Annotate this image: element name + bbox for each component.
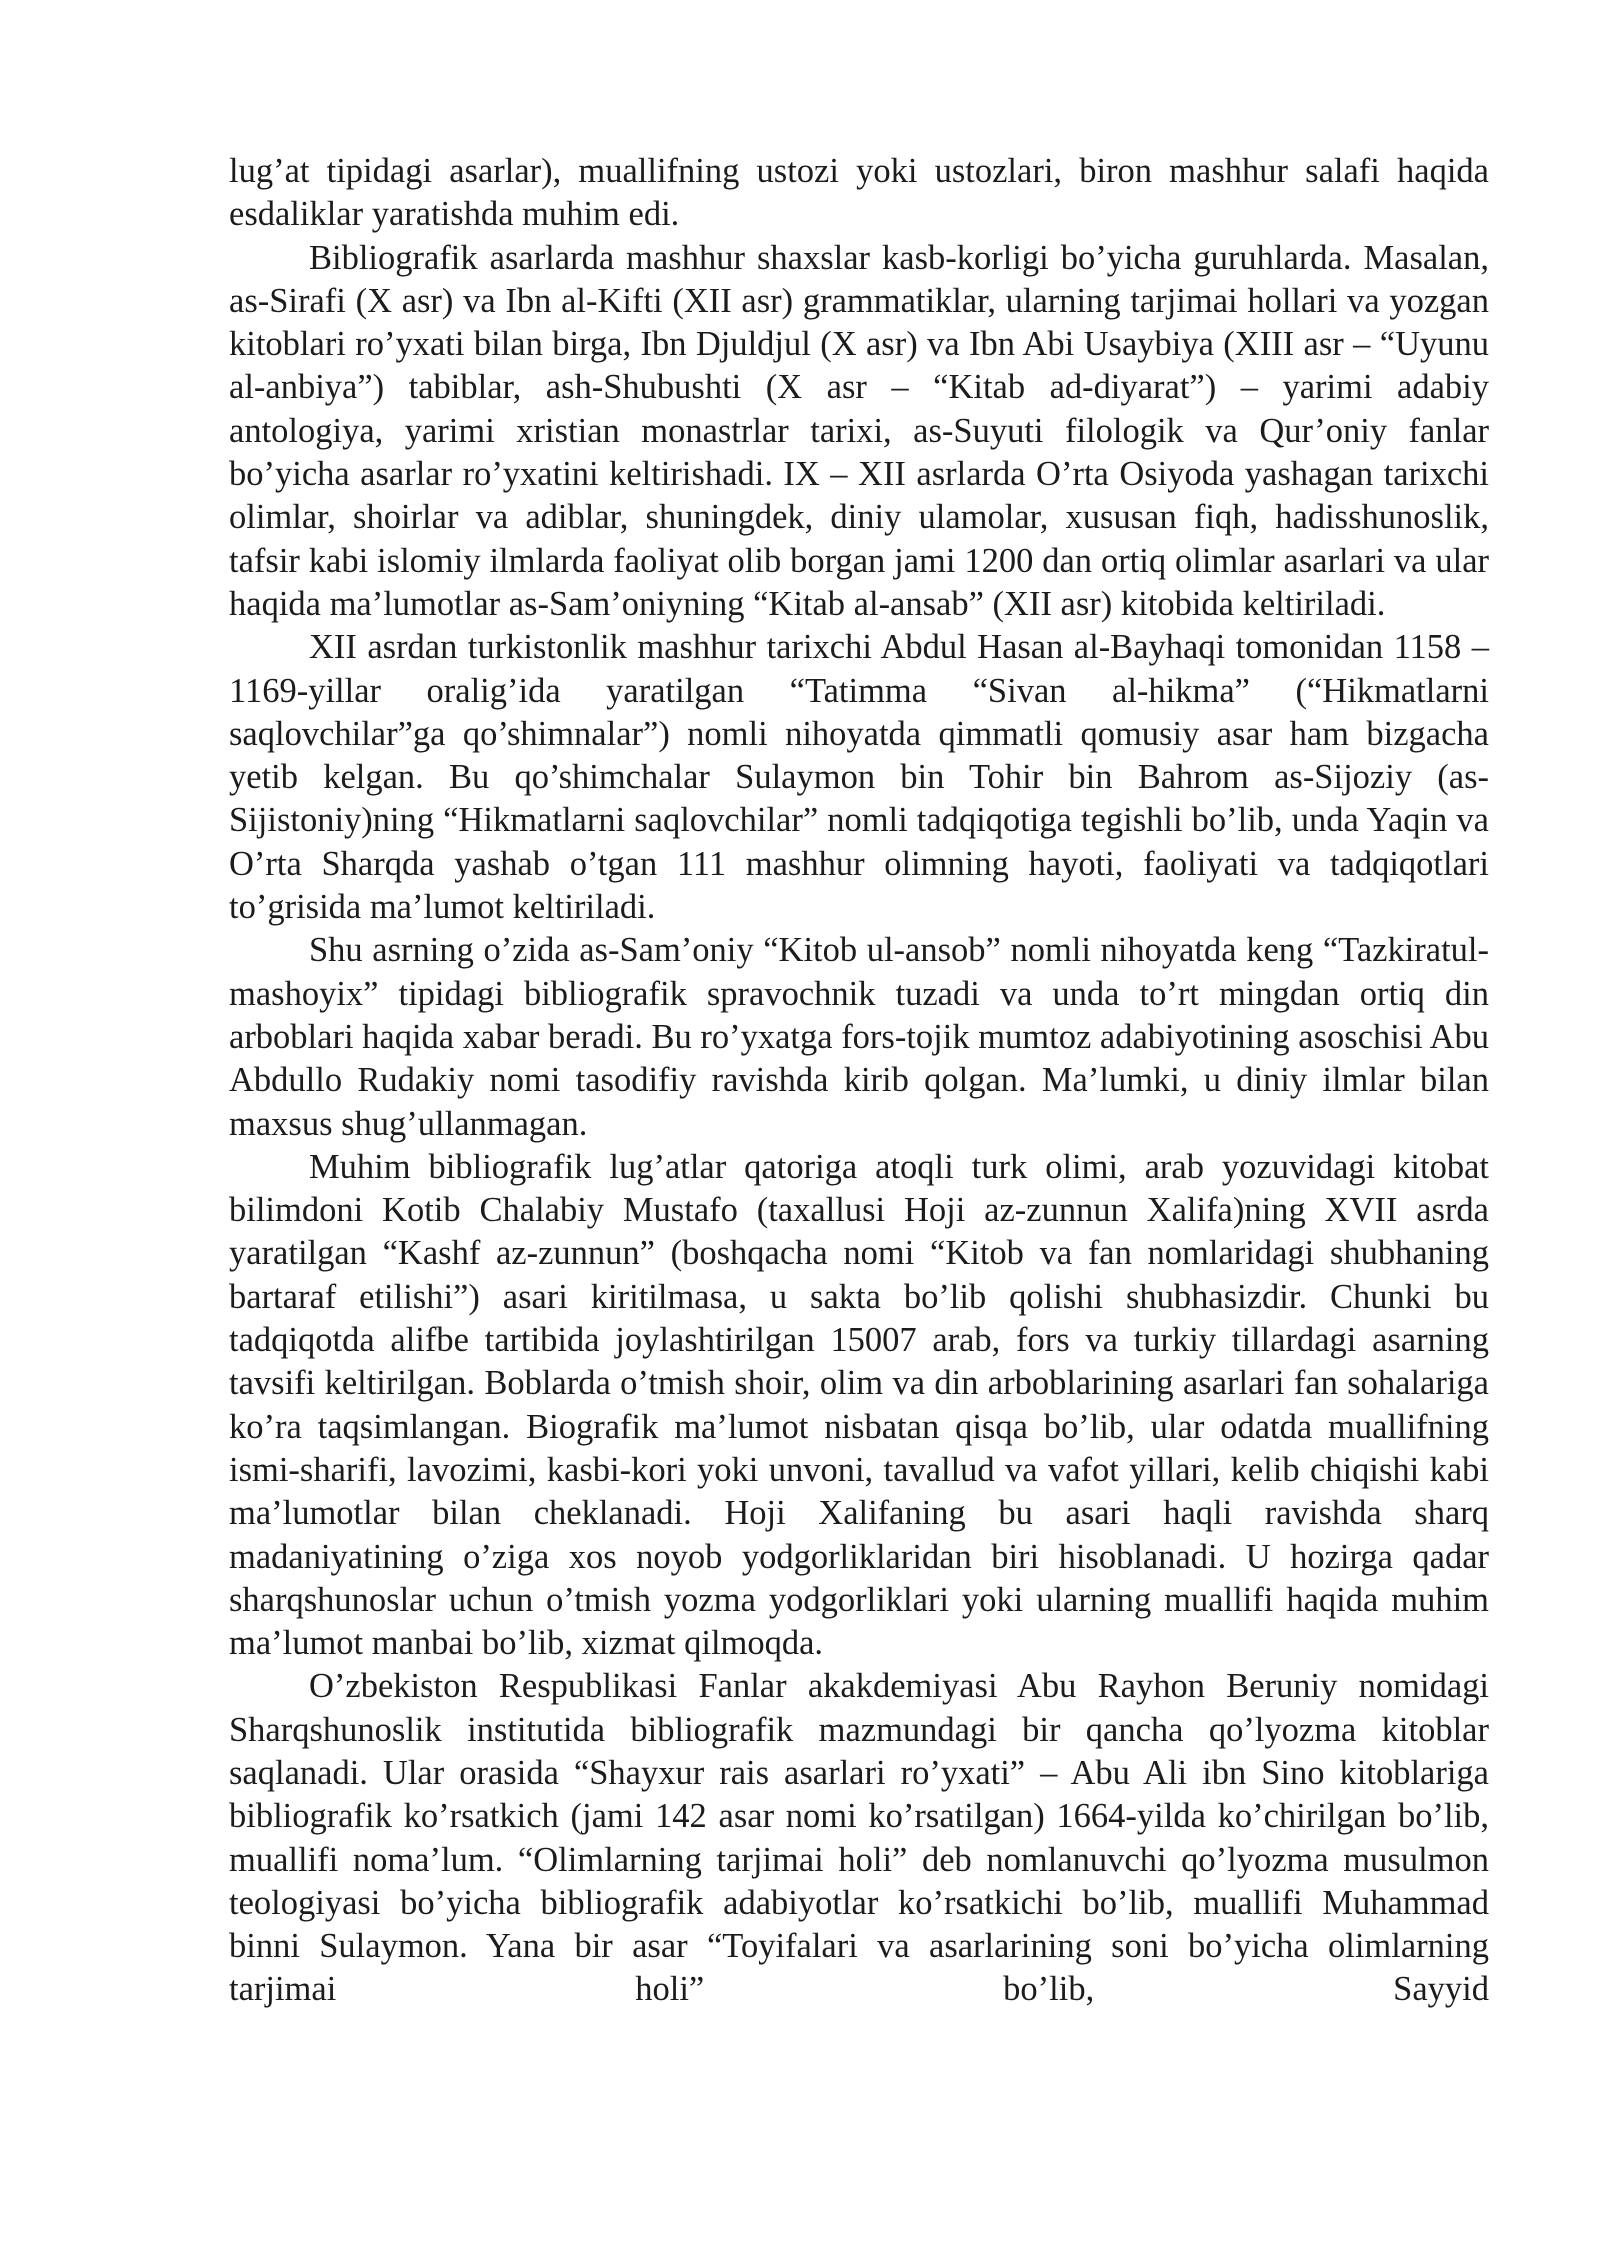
- paragraph-5: Muhim bibliografik lug’atlar qatoriga atoqli turk olimi, arab yozuvidagi kitobat bilimdoni Kotib Chalabiy Mustafo (taxallusi Hoji az-zunnun Xalifa)ning XVII asrda yaratilgan “Kashf az-zunnun” (boshqacha nomi “Kitob va fan nomlaridagi shubhaning bartaraf etilishi”) asari kiritilmasa, u sakta bo’lib qolishi shubhasizdir. Chunki bu tadqiqotda alifbe tartibida joylashtirilgan 15007 arab, fors va turkiy tillardagi asarning tavsifi keltirilgan. Boblarda o’tmish shoir, olim va din arboblarining asarlari fan sohalariga ko’ra taqsimlangan. Biografik ma’lumot nisbatan qisqa bo’lib, ular odatda muallifning ismi-sharifi, lavozimi, kasbi-kori yoki unvoni, tavallud va vafot yillari, kelib chiqishi kabi ma’lumotlar bilan cheklanadi. Hoji Xalifaning bu asari haqli ravishda sharq madaniyatining o’ziga xos noyob yodgorliklaridan biri hisoblanadi. U hozirga qadar sharqshunoslar uchun o’tmish yozma yodgorliklari yoki ularning muallifi haqida muhim ma’lumot manbai bo’lib, xizmat qilmoqda.: [229, 1147, 1489, 1663]
- paragraph-3: XII asrdan turkistonlik mashhur tarixchi Abdul Hasan al-Bayhaqi tomonidan 1158 – 1169-yillar oralig’ida yaratilgan “Tatimma “Sivan al-hikma” (“Hikmatlarni saqlovchilar”ga qo’shimnalar”) nomli nihoyatda qimmatli qomusiy asar ham bizgacha yetib kelgan. Bu qo’shimchalar Sulaymon bin Tohir bin Bahrom as-Sijoziy (as-Sijistoniy)ning “Hikmatlarni saqlovchilar” nomli tadqiqotiga tegishli bo’lib, unda Yaqin va O’rta Sharqda yashab o’tgan 111 mashhur olimning hayoti, faoliyati va tadqiqotlari to’grisida ma’lumot keltiriladi.: [229, 628, 1489, 927]
- document-page: [229, 150, 1489, 2012]
- paragraph-1: lug’at tipidagi asarlar), muallifning ustozi yoki ustozlari, biron mashhur salafi haqida esdaliklar yaratishda muhim edi.: [229, 152, 1489, 234]
- paragraph-6: O’zbekiston Respublikasi Fanlar akakdemiyasi Abu Rayhon Beruniy nomidagi Sharqshunoslik institutida bibliografik mazmundagi bir qancha qo’lyozma kitoblar saqlanadi. Ular orasida “Shayxur rais asarlari ro’yxati” – Abu Ali ibn Sino kitoblariga bibliografik ko’rsatkich (jami 142 asar nomi ko’rsatilgan) 1664-yilda ko’chirilgan bo’lib, muallifi noma’lum. “Olimlarning tarjimai holi” deb nomlanuvchi qo’lyozma musulmon teologiyasi bo’yicha bibliografik adabiyotlar ko’rsatkichi bo’lib, muallifi Muhammad binni Sulaymon. Yana bir asar “Toyifalari va asarlarining soni bo’yicha olimlarning tarjimai holi” bo’lib, Sayyid: [229, 1667, 1489, 2009]
- paragraph-2: Bibliografik asarlarda mashhur shaxslar kasb-korligi bo’yicha guruhlarda. Masalan, as-Sirafi (X asr) va Ibn al-Kifti (XII asr) grammatiklar, ularning tarjimai hollari va yozgan kitoblari ro’yxati bilan birga, Ibn Djuldjul (X asr) va Ibn Abi Usaybiya (XIII asr – “Uyunu al-anbiya”) tabiblar, ash-Shubushti (X asr – “Kitab ad-diyarat”) – yarimi adabiy antologiya, yarimi xristian monastrlar tarixi, as-Suyuti filologik va Qur’oniy fanlar bo’yicha asarlar ro’yxatini keltirishadi. IX – XII asrlarda O’rta Osiyoda yashagan tarixchi olimlar, shoirlar va adiblar, shuningdek, diniy ulamolar, xususan fiqh, hadisshunoslik, tafsir kabi islomiy ilmlarda faoliyat olib borgan jami 1200 dan ortiq olimlar asarlari va ular haqida ma’lumotlar as-Sam’oniyning “Kitab al-ansab” (XII asr) kitobida keltiriladi.: [229, 238, 1489, 623]
- paragraph-4: Shu asrning o’zida as-Sam’oniy “Kitob ul-ansob” nomli nihoyatda keng “Tazkiratul-mashoyix” tipidagi bibliografik spravochnik tuzadi va unda to’rt mingdan ortiq din arboblari haqida xabar beradi. Bu ro’yxatga fors-tojik mumtoz adabiyotining asoschisi Abu Abdullo Rudakiy nomi tasodifiy ravishda kirib qolgan. Ma’lumki, u diniy ilmlar bilan maxsus shug’ullanmagan.: [229, 931, 1489, 1143]
